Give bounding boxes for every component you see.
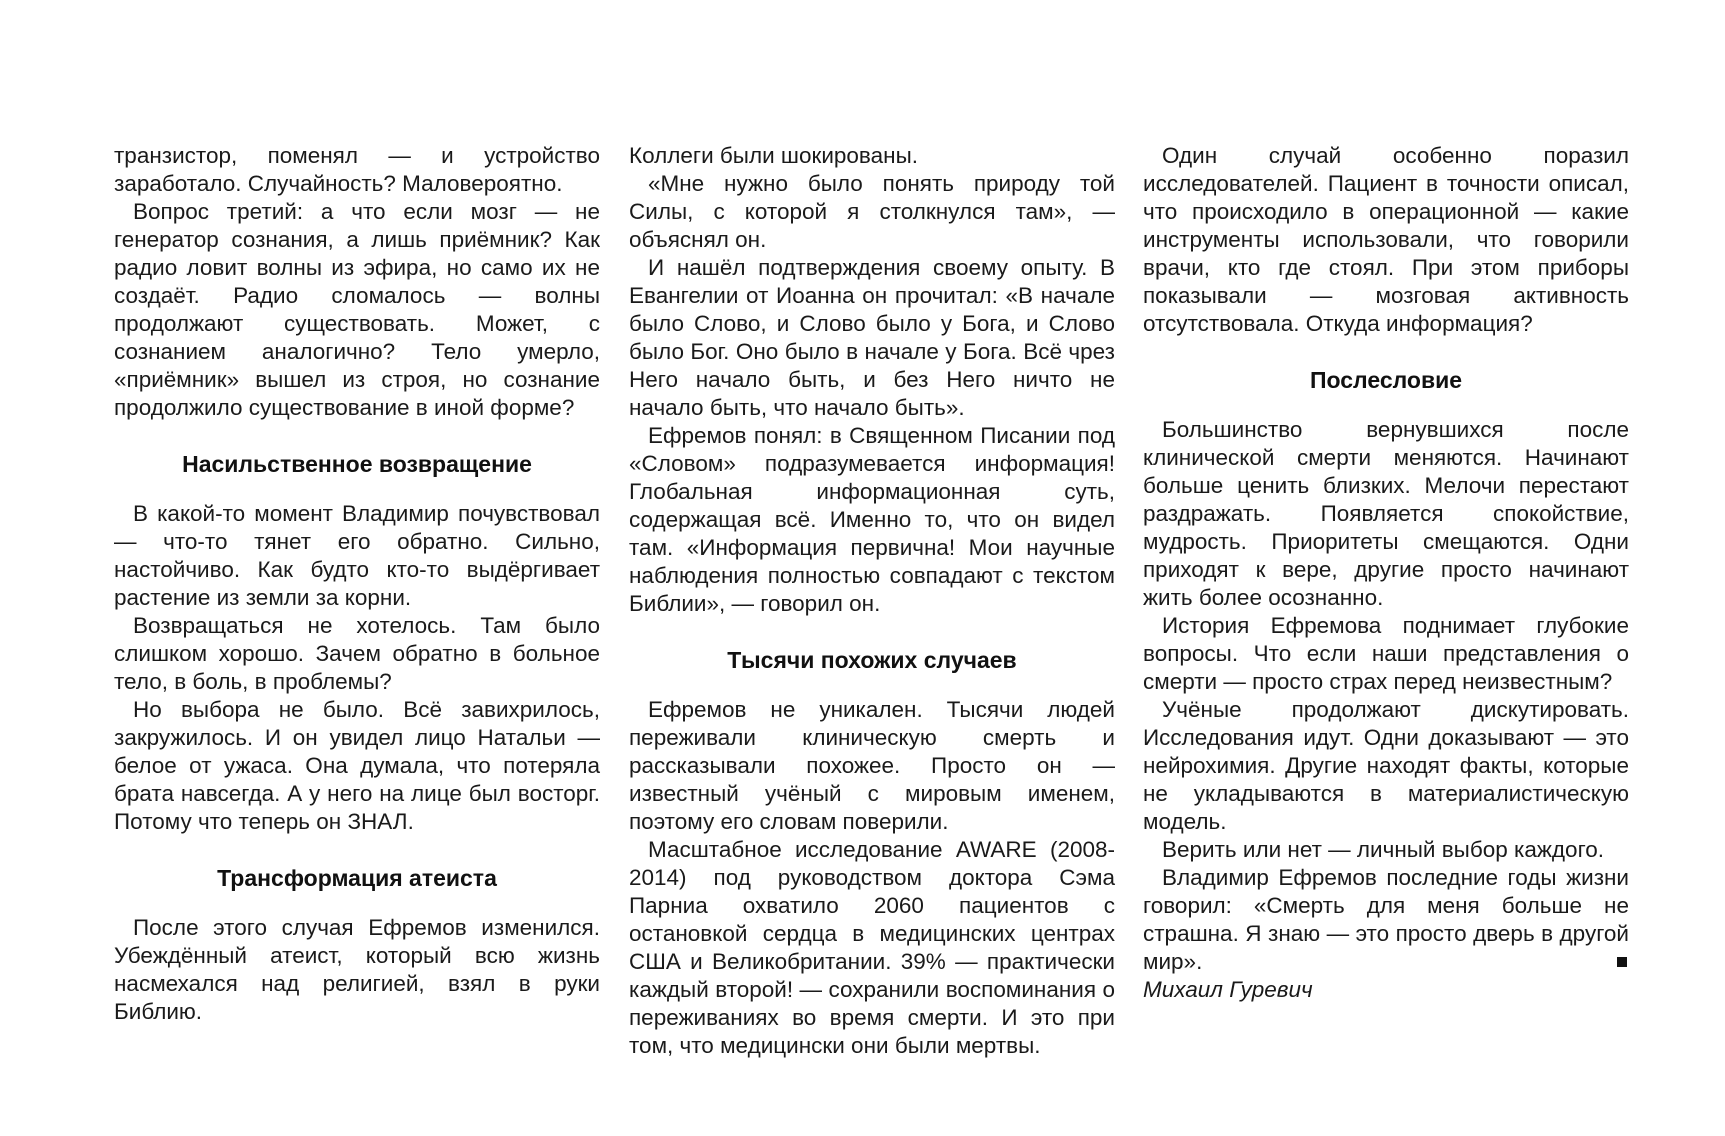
author-byline: Михаил Гуревич [1143,977,1313,1002]
paragraph: Ефремов понял: в Священном Писании под «Словом» подразумевается информация! Глобальная информационная суть, содержащая всё. Именно то, что он видел там. «Информация первична! Мои научные наблюдения полностью совпадают с текстом Библии», — говорил он. [629,423,1115,616]
paragraph: Возвращаться не хотелось. Там было слишком хорошо. Зачем обратно в больное тело, в боль, в проблемы? [114,613,600,694]
paragraph: Вопрос третий: а что если мозг — не генератор сознания, а лишь приёмник? Как радио ловит волны из эфира, но само их не создаёт. Радио сломалось — волны продолжают существовать. Может, с сознанием аналогично? Тело умерло, «приёмник» вышел из строя, но сознание продолжило существование в иной форме? [114,199,600,420]
paragraph: История Ефремова поднимает глубокие вопросы. Что если наши представления о смерти — просто страх перед неизвестным? [1143,613,1629,694]
section-heading: Послесловие [1309,367,1463,393]
paragraph: Большинство вернувшихся после клинической смерти меняются. Начинают больше ценить близких. Мелочи перестают раздражать. Появляется спокойствие, мудрость. Приоритеты смещаются. Одни приходят к вере, другие просто начинают жить более осознанно. [1143,417,1629,610]
paragraph: Верить или нет — личный выбор каждого. [1162,837,1605,862]
column-2 [629,142,1115,1060]
paragraph: Но выбора не было. Всё завихрилось, закружилось. И он увидел лицо Натальи — белое от ужаса. Она думала, что потеряла брата навсегда. А у него на лице был восторг. Потому что теперь он ЗНАЛ. [114,697,600,834]
paragraph: Один случай особенно поразил исследователей. Пациент в точности описал, что происходило в операционной — какие инструменты использовали, что говорили врачи, кто где стоял. При этом приборы показывали — мозговая активность отсутствовала. Откуда информация? [1143,143,1629,336]
paragraph: Коллеги были шокированы. [629,143,918,168]
final-text: Владимир Ефремов последние годы жизни говорил: «Смерть для меня больше не страшна. Я знаю — это просто дверь в другой мир». [1143,865,1629,974]
section-heading: Трансформация атеиста [217,865,497,891]
column-3 [1143,142,1629,1004]
column-1 [114,142,600,1026]
paragraph: И нашёл подтверждения своему опыту. В Евангелии от Иоанна он прочитал: «В начале было Слово, и Слово было у Бога, и Слово было Бог. Оно было в начале у Бога. Всё чрез Него начало быть, и без Него ничто не начало быть, что начало быть». [629,255,1115,420]
paragraph: В какой-то момент Владимир почувствовал — что-то тянет его обратно. Сильно, настойчиво. Как будто кто-то выдёргивает растение из земли за корни. [114,501,600,610]
section-heading: Тысячи похожих случаев [727,647,1017,673]
paragraph: После этого случая Ефремов изменился. Убеждённый атеист, который всю жизнь насмехался над религией, взял в руки Библию. [114,915,600,1024]
end-of-article-square-icon [1617,957,1627,967]
paragraph: Ефремов не уникален. Тысячи людей переживали клиническую смерть и рассказывали похожее. Просто он — известный учёный с мировым именем, поэтому его словам поверили. [629,697,1115,834]
paragraph: транзистор, поменял — и устройство заработало. Случайность? Маловероятно. [114,143,600,196]
paragraph-final [1143,864,1629,976]
paragraph: Масштабное исследование AWARE (2008-2014) под руководством доктора Сэма Парниа охватило 2060 пациентов с остановкой сердца в медицинских центрах США и Великобритании. 39% — практически каждый второй! — сохранили воспоминания о переживаниях во время смерти. И это при том, что медицински они были мертвы. [629,837,1115,1058]
paragraph: «Мне нужно было понять природу той Силы, с которой я столкнулся там», — объяснял он. [629,171,1115,252]
section-heading: Насильственное возвращение [182,451,532,477]
paragraph: Учёные продолжают дискутировать. Исследования идут. Одни доказывают — это нейрохимия. Другие находят факты, которые не укладываются в материалистическую модель. [1143,697,1629,834]
